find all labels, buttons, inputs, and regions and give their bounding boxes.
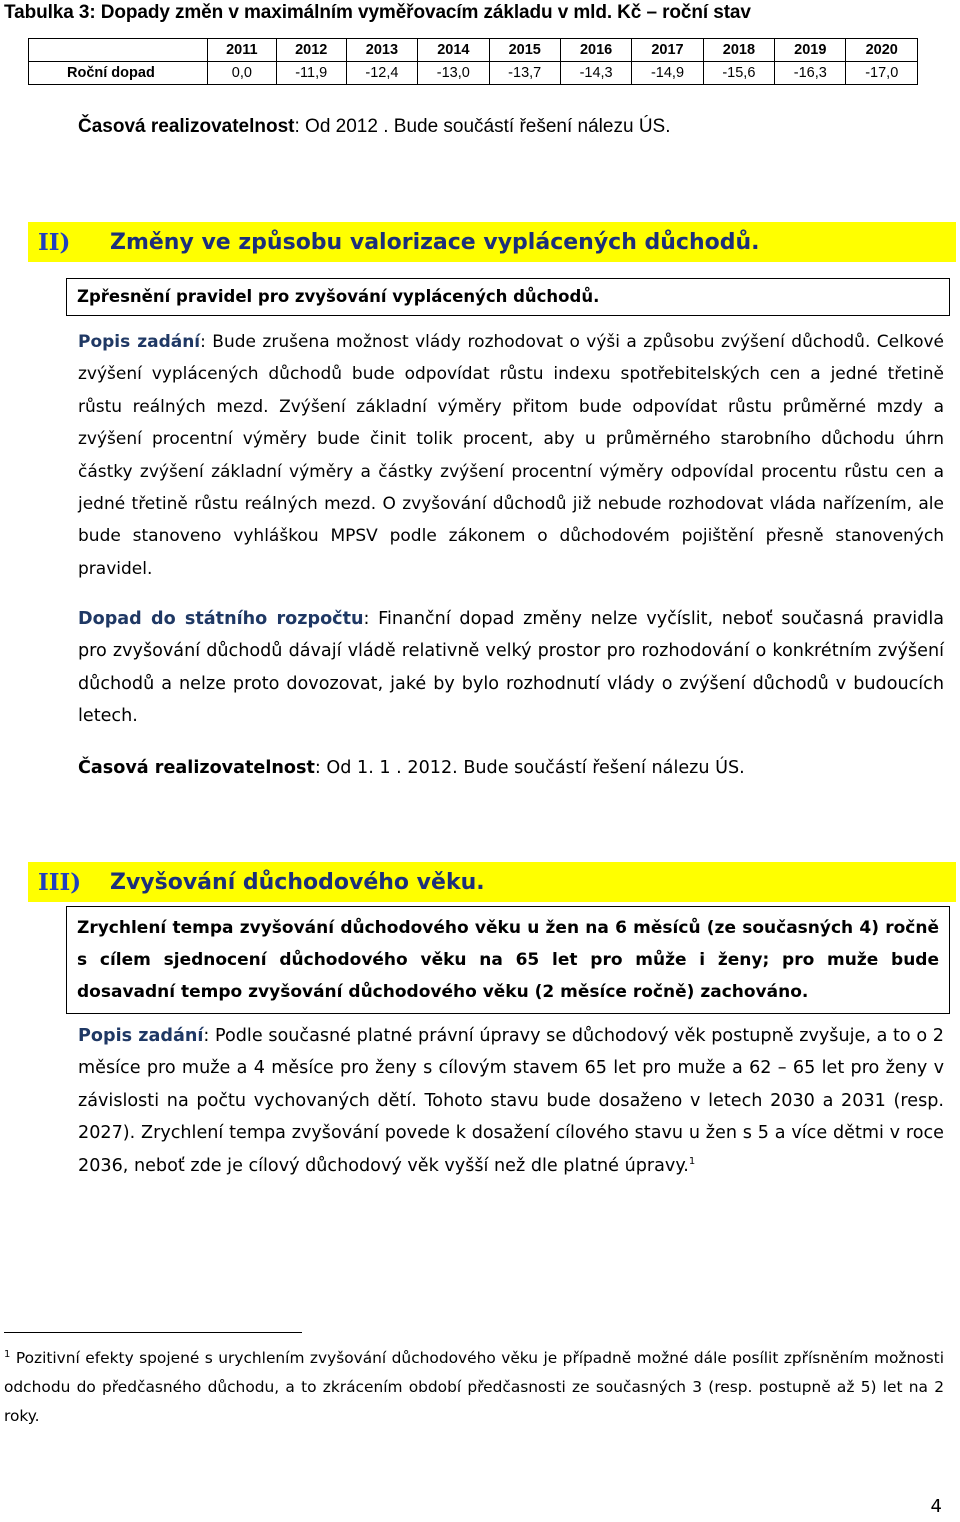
timing-text: : Od 2012 . Bude součástí řešení nálezu ÚS. xyxy=(294,116,671,137)
table-cell: 0,0 xyxy=(208,62,277,85)
year-header: 2014 xyxy=(418,39,489,62)
table-cell: -13,0 xyxy=(418,62,489,85)
table-caption: Tabulka 3: Dopady změn v maximálním vyměřovacím základu v mld. Kč – roční stav xyxy=(4,2,751,23)
footnote-mark: 1 xyxy=(4,1348,11,1360)
table-cell: -17,0 xyxy=(846,62,918,85)
year-header: 2015 xyxy=(489,39,560,62)
year-header: 2011 xyxy=(208,39,277,62)
section-3-number: III) xyxy=(38,868,82,896)
table-cell: -15,6 xyxy=(703,62,774,85)
section-2-summary-box: Zpřesnění pravidel pro zvyšování vyplácených důchodů. xyxy=(66,278,950,316)
budget-label: Dopad do státního rozpočtu xyxy=(78,609,364,629)
impact-table xyxy=(28,38,918,85)
year-header: 2018 xyxy=(703,39,774,62)
timing-label: Časová realizovatelnost xyxy=(78,116,295,137)
table-row xyxy=(29,62,918,85)
year-header: 2020 xyxy=(846,39,918,62)
footnote-separator xyxy=(4,1332,302,1333)
row-label: Roční dopad xyxy=(29,62,208,85)
section-3-summary-box: Zrychlení tempa zvyšování důchodového věku u žen na 6 měsíců (ze současných 4) ročně s cílem sjednocení důchodového věku na 65 let pro může i ženy; pro muže bude dosavadní tempo zvyšování důchodového věku (2 měsíce ročně) zachováno. xyxy=(66,906,950,1014)
year-header: 2017 xyxy=(632,39,703,62)
year-header: 2016 xyxy=(560,39,631,62)
section-3-title: Zvyšování důchodového věku. xyxy=(110,869,485,895)
table-corner-cell xyxy=(29,39,208,62)
section-2-timing xyxy=(78,752,944,784)
footnote xyxy=(4,1344,944,1431)
section-3-description xyxy=(78,1020,944,1182)
table-cell: -14,9 xyxy=(632,62,703,85)
footnote-reference[interactable]: 1 xyxy=(688,1155,696,1167)
timing-note xyxy=(78,116,671,138)
table-cell: -14,3 xyxy=(560,62,631,85)
year-header: 2012 xyxy=(276,39,346,62)
section-2-title: Změny ve způsobu valorizace vyplácených důchodů. xyxy=(110,229,760,255)
table-header-row xyxy=(29,39,918,62)
section-2-heading xyxy=(28,222,956,262)
budget-text: : Finanční dopad změny nelze vyčíslit, neboť současná pravidla pro zvyšování důchodů dávají vládě relativně velký prostor pro rozhodování o konkrétním zvýšení důchodů a nelze proto dovozovat, jaké by bylo rozhodnutí vlády o zvýšení důchodů v budoucích letech. xyxy=(78,609,944,727)
timing-label: Časová realizovatelnost xyxy=(78,758,315,778)
table-cell: -11,9 xyxy=(276,62,346,85)
table-cell: -12,4 xyxy=(346,62,417,85)
description-text: : Bude zrušena možnost vlády rozhodovat o výši a způsobu zvýšení důchodů. Celkové zvýšení vyplácených důchodů bude odpovídat růstu indexu spotřebitelských cen a jedné třetině růstu reálných mezd. Zvýšení základní výměry přitom bude odpovídat růstu průměrné mzdy a zvýšení procentní výměry bude činit tolik procent, aby u průměrného starobního důchodu úhrn částky zvýšení základní výměry a částky zvýšení procentní výměry odpovídal procentu růstu cen a jedné třetině růstu reálných mezd. O zvyšování důchodů již nebude rozhodovat vláda nařízením, ale bude stanoveno vyhláškou MPSV podle zákonem o důchodovém pojištění přesně stanovených pravidel. xyxy=(78,332,944,579)
section-2-description xyxy=(78,326,944,585)
section-2-budget xyxy=(78,603,944,733)
description-label: Popis zadání xyxy=(78,1026,204,1046)
year-header: 2013 xyxy=(346,39,417,62)
section-3-heading xyxy=(28,862,956,902)
footnote-text: Pozitivní efekty spojené s urychlením zvyšování důchodového věku je případně možné dále posílit zpřísněním možnosti odchodu do předčasného důchodu, a to zkrácením období předčasnosti ze současných 3 (resp. postupně až 5) let na 2 roky. xyxy=(4,1349,944,1425)
page-number: 4 xyxy=(930,1496,942,1517)
year-header: 2019 xyxy=(775,39,846,62)
table-cell: -13,7 xyxy=(489,62,560,85)
section-2-number: II) xyxy=(38,228,71,256)
timing-text: : Od 1. 1 . 2012. Bude součástí řešení nálezu ÚS. xyxy=(314,758,745,778)
description-label: Popis zadání xyxy=(78,332,201,352)
table-cell: -16,3 xyxy=(775,62,846,85)
description-text: : Podle současné platné právní úpravy se důchodový věk postupně zvyšuje, a to o 2 měsíce pro muže a 4 měsíce pro ženy s cílovým stavem 65 let pro muže a 62 – 65 let pro ženy v závislosti na počtu vychovaných dětí. Tohoto stavu bude dosaženo v letech 2030 a 2031 (resp. 2027). Zrychlení tempa zvyšování povede k dosažení cílového stavu u žen s 5 a více dětmi v roce 2036, neboť zde je cílový důchodový věk vyšší než dle platné úpravy. xyxy=(78,1026,944,1176)
